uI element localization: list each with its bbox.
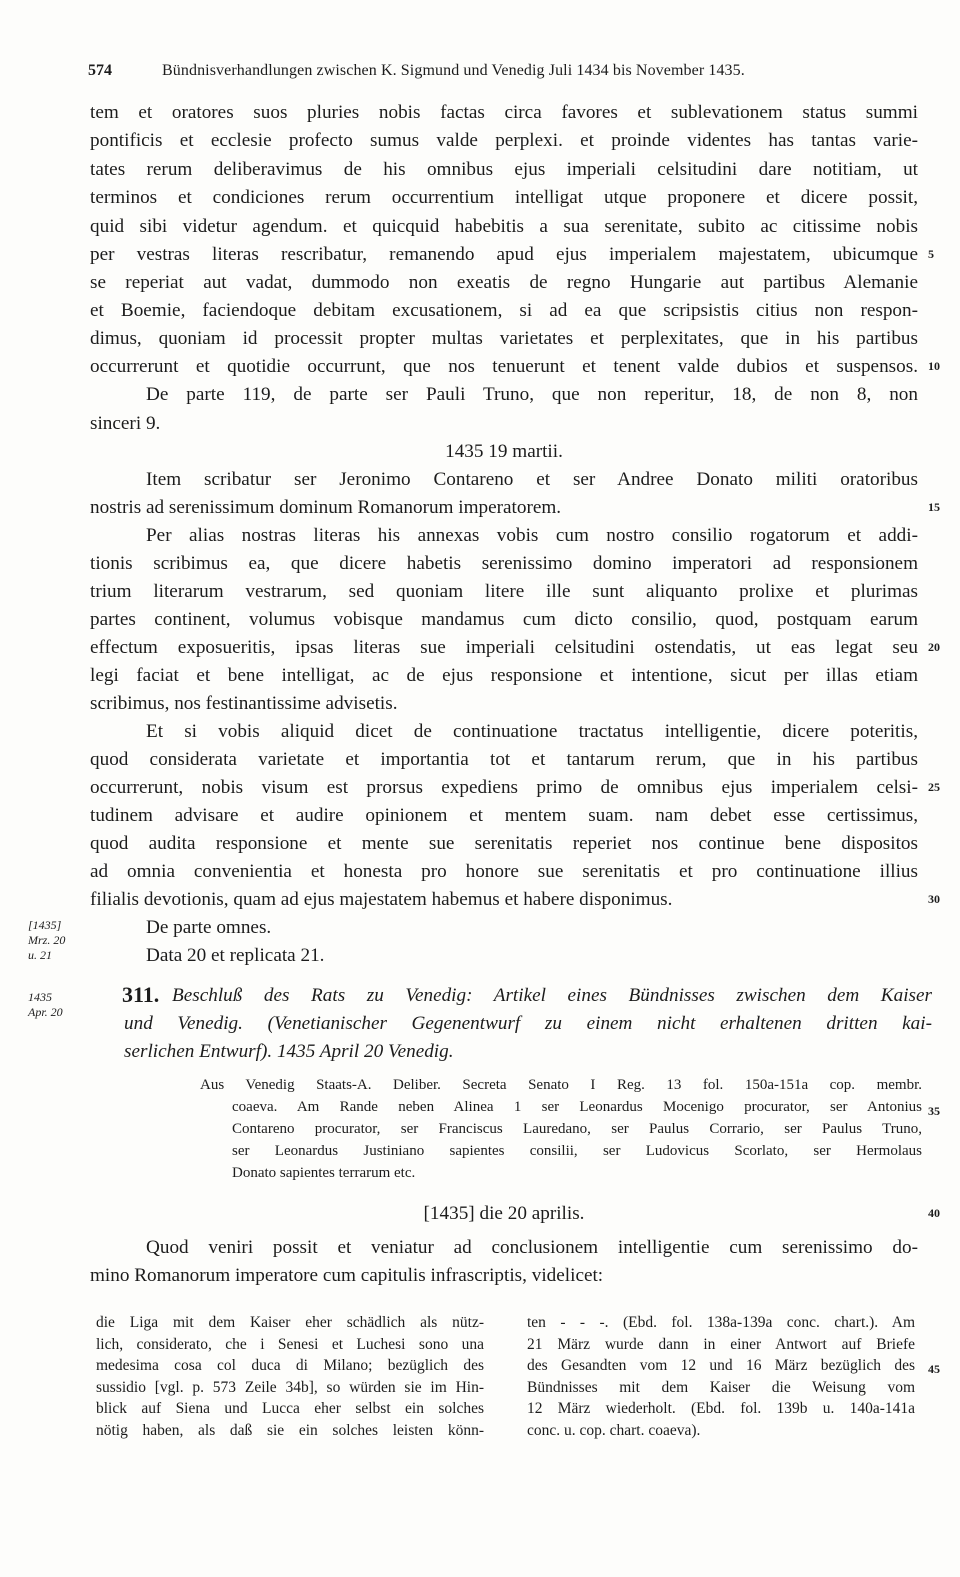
footnote-line: die Liga mit dem Kaiser eher schädlich als nütz- — [96, 1314, 484, 1331]
margin-date-note — [28, 990, 98, 1020]
line-number: 30 — [928, 892, 940, 906]
margin-note-line: Mrz. 20 — [28, 933, 66, 947]
line-number: 20 — [928, 640, 940, 654]
margin-note-line: u. 21 — [28, 948, 52, 962]
body-line: occurrerunt et quotidie occurrunt, que nos tenuerunt et tenent valde dubios et suspensos. — [90, 356, 918, 377]
entry-text-line: mino Romanorum imperatore cum capitulis infrascriptis, videlicet: — [90, 1265, 604, 1286]
line-number: 10 — [928, 359, 940, 373]
line-number: 45 — [928, 1362, 940, 1376]
body-line: quid sibi videtur agendum. et quicquid habebitis a sua serenitate, subito ac citissime nobis — [90, 216, 918, 237]
line-number: 5 — [928, 247, 934, 261]
body-line: effectum exposueritis, ipsas literas sue imperiali celsitudini ostendatis, ut eas legat seu — [90, 637, 918, 658]
source-line: Contareno procurator, ser Franciscus Lauredano, ser Paulus Corrario, ser Paulus Truno, — [232, 1121, 922, 1137]
margin-note-line: [1435] — [28, 918, 62, 932]
line-number: 25 — [928, 780, 940, 794]
footnote-line: ten - - -. (Ebd. fol. 138a-139a conc. chart.). Am — [527, 1314, 915, 1331]
margin-note-line: Apr. 20 — [28, 1005, 63, 1019]
footnote-column-left — [96, 1312, 484, 1441]
body-line: tionis scribimus ea, que dicere habetis serenissimo domino imperatori ad responsionem — [90, 553, 918, 574]
entry-title-line: serlichen Entwurf). 1435 April 20 Venedig. — [124, 1041, 454, 1062]
body-line: pontificis et ecclesie profecto sumus valde perplexi. et proinde videntes has tantas varie- — [90, 130, 918, 151]
body-line: De parte 119, de parte ser Pauli Truno, que non reperitur, 18, de non 8, non — [146, 384, 918, 405]
body-line: tudinem advisare et audire opinionem et mentem suam. nam debet esse certissimus, — [90, 805, 918, 826]
body-line: scribimus, nos festinantissime advisetis. — [90, 693, 398, 714]
body-line: filialis devotionis, quam ad ejus majestatem habemus et habere disponimus. — [90, 889, 673, 910]
footnote-column-right — [527, 1312, 915, 1441]
margin-note-line: 1435 — [28, 990, 52, 1004]
body-line: quod audita responsione et mente sue serenitatis reperiet nos continue bene dispositos — [90, 833, 918, 854]
footnote-line: blick auf Siena und Lucca eher selbst ein solches — [96, 1400, 484, 1417]
footnote-line: sussidio [vgl. p. 573 Zeile 34b], so würden sie im Hin- — [96, 1378, 484, 1396]
line-number: 35 — [928, 1104, 940, 1118]
source-line: Aus Venedig Staats-A. Deliber. Secreta Senato I Reg. 13 fol. 150a-151a cop. membr. — [200, 1077, 922, 1093]
entry-title-line: und Venedig. (Venetianischer Gegenentwurf zu einem nicht erhaltenen dritten kai- — [124, 1013, 932, 1034]
body-line: terminos et condiciones rerum occurrentium intelligat utque proponere et dicere possit, — [90, 187, 918, 208]
margin-date-note — [28, 918, 98, 963]
footnote-line: lich, considerato, che i Senesi et Luchesi sono una — [96, 1335, 484, 1353]
page-number: 574 — [88, 62, 112, 79]
body-line: Data 20 et replicata 21. — [146, 945, 325, 966]
footnote-line: Bündnisses mit dem Kaiser die Weisung vom — [527, 1378, 915, 1396]
entry-title-line: Beschluß des Rats zu Venedig: Artikel eines Bündnisses zwischen dem Kaiser — [172, 985, 932, 1006]
footnote-line: des Gesandten vom 12 und 16 März bezüglich des — [527, 1357, 915, 1374]
body-line: Et si vobis aliquid dicet de continuatione tractatus intelligentie, dicere poteritis, — [146, 721, 918, 742]
footnote-line: 12 März wiederholt. (Ebd. fol. 139b u. 140a-141a — [527, 1400, 915, 1417]
body-line: nostris ad serenissimum dominum Romanorum imperatorem. — [90, 497, 562, 518]
body-line: tem et oratores suos pluries nobis factas circa favores et sublevationem status summi — [90, 102, 918, 123]
footnote-line: medesima cosa col duca di Milano; bezüglich des — [96, 1357, 484, 1374]
line-number: 15 — [928, 500, 940, 514]
entry-dateline: [1435] die 20 aprilis. — [423, 1203, 585, 1224]
line-number: 40 — [928, 1206, 940, 1220]
body-line: se reperiat aut vadat, dummodo non exeatis de regno Hungarie aut partibus Alemanie — [90, 272, 918, 293]
body-line: dimus, quoniam id processit propter multas varietates et perplexitates, que in his partibus — [90, 328, 918, 349]
body-line: Item scribatur ser Jeronimo Contareno et ser Andree Donato militi oratoribus — [146, 469, 918, 490]
body-line: per vestras literas rescribatur, remanendo apud ejus imperialem majestatem, ubicumque — [90, 244, 918, 265]
running-header — [88, 62, 948, 86]
entry-number: 311. — [122, 982, 160, 1007]
body-line: occurrerunt, nobis visum est prorsus expediens primo de omnibus ejus imperialem celsi- — [90, 777, 918, 798]
date-heading: 1435 19 martii. — [445, 441, 563, 462]
entry-text-line: Quod veniri possit et veniatur ad conclusionem intelligentie cum serenissimo do- — [146, 1237, 918, 1258]
running-title: Bündnisverhandlungen zwischen K. Sigmund und Venedig Juli 1434 bis November 1435. — [162, 62, 745, 79]
body-line: sinceri 9. — [90, 413, 161, 434]
source-line: ser Leonardus Justiniano sapientes consilii, ser Ludovicus Scorlato, ser Hermolaus — [232, 1143, 922, 1159]
body-line: Per alias nostras literas his annexas vobis cum nostro consilio rogatorum et addi- — [146, 525, 918, 546]
footnote-line: 21 März wurde dann in einer Antwort auf Briefe — [527, 1335, 915, 1353]
body-line: legi faciat et bene intelligat, ac de ejus responsione et intentione, sicut per illas etiam — [90, 665, 918, 686]
footnote-line: conc. u. cop. chart. coaeva). — [527, 1421, 701, 1439]
body-line: ad omnia convenientia et honesta pro honore sue serenitatis et pro continuatione illius — [90, 861, 918, 882]
source-line: coaeva. Am Rande neben Alinea 1 ser Leonardus Mocenigo procurator, ser Antonius — [232, 1099, 922, 1115]
body-line: trium literarum vestrarum, sed quoniam litere ille sunt aliquanto prolixe et plurimas — [90, 581, 918, 602]
footnote-line: nötig haben, als daß sie ein solches leisten könn- — [96, 1421, 484, 1439]
body-line: partes continent, volumus vobisque mandamus cum dicto consilio, quod, postquam earum — [90, 609, 918, 630]
source-line: Donato sapientes terrarum etc. — [232, 1165, 416, 1181]
body-line: et Boemie, faciendoque debitam excusationem, si ad ea que scripsistis citius non respon- — [90, 300, 918, 321]
body-line: quod considerata varietate et importantia tot et tantarum rerum, que in his partibus — [90, 749, 918, 770]
body-line: tates rerum deliberavimus de his omnibus ejus imperiali celsitudini dare notitiam, ut — [90, 159, 918, 180]
body-line: De parte omnes. — [146, 917, 272, 938]
